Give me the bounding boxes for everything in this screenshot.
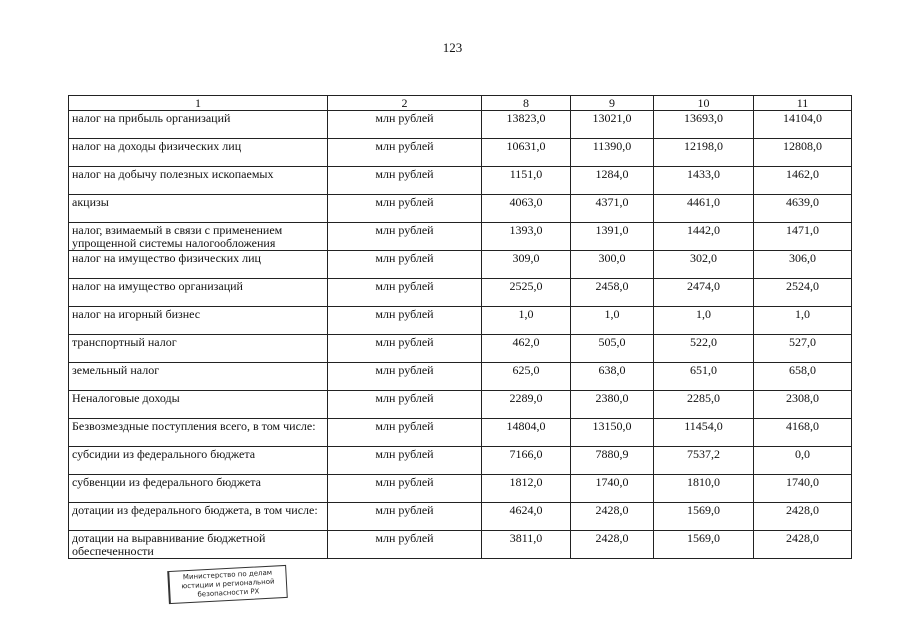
row-unit-cell: млн рублей (328, 503, 482, 531)
row-value-cell: 13693,0 (654, 111, 754, 139)
row-value-cell: 0,0 (754, 447, 852, 475)
table-row (69, 335, 852, 363)
row-value-cell: 1391,0 (571, 223, 654, 251)
table-row (69, 475, 852, 503)
row-value-cell: 1,0 (571, 307, 654, 335)
row-value-cell: 2428,0 (571, 503, 654, 531)
row-name-cell: акцизы (69, 195, 328, 223)
table-row (69, 223, 852, 251)
row-value-cell: 1,0 (754, 307, 852, 335)
table-row (69, 531, 852, 559)
row-value-cell: 7537,2 (654, 447, 754, 475)
row-value-cell: 1569,0 (654, 503, 754, 531)
row-value-cell: 1284,0 (571, 167, 654, 195)
row-value-cell: 1393,0 (482, 223, 571, 251)
stamp-line: Министерство по делам (182, 568, 273, 582)
row-value-cell: 2428,0 (571, 531, 654, 559)
table-row (69, 139, 852, 167)
row-value-cell: 1151,0 (482, 167, 571, 195)
row-unit-cell: млн рублей (328, 475, 482, 503)
row-value-cell: 1442,0 (654, 223, 754, 251)
row-value-cell: 2428,0 (754, 503, 852, 531)
row-value-cell: 527,0 (754, 335, 852, 363)
page-number: 123 (442, 40, 463, 55)
table-row (69, 195, 852, 223)
row-value-cell: 4461,0 (654, 195, 754, 223)
row-value-cell: 2428,0 (754, 531, 852, 559)
row-value-cell: 4168,0 (754, 419, 852, 447)
row-value-cell: 2474,0 (654, 279, 754, 307)
table-body (69, 111, 852, 559)
row-value-cell: 7166,0 (482, 447, 571, 475)
row-value-cell: 13021,0 (571, 111, 654, 139)
row-value-cell: 1812,0 (482, 475, 571, 503)
row-name-cell: земельный налог (69, 363, 328, 391)
row-unit-cell: млн рублей (328, 307, 482, 335)
header-col-10: 10 (654, 96, 754, 111)
row-unit-cell: млн рублей (328, 279, 482, 307)
row-value-cell: 1,0 (654, 307, 754, 335)
row-value-cell: 4624,0 (482, 503, 571, 531)
header-col-11: 11 (754, 96, 852, 111)
row-name-cell: дотации из федерального бюджета, в том числе: (69, 503, 328, 531)
row-name-cell: субсидии из федерального бюджета (69, 447, 328, 475)
row-name-cell: налог на добычу полезных ископаемых (69, 167, 328, 195)
row-value-cell: 1471,0 (754, 223, 852, 251)
row-unit-cell: млн рублей (328, 251, 482, 279)
row-value-cell: 13150,0 (571, 419, 654, 447)
header-col-8: 8 (482, 96, 571, 111)
row-value-cell: 4063,0 (482, 195, 571, 223)
row-name-cell: налог, взимаемый в связи с применением упрощенной системы налогообложения (69, 223, 328, 251)
table-row (69, 503, 852, 531)
table-row (69, 307, 852, 335)
row-value-cell: 2289,0 (482, 391, 571, 419)
row-value-cell: 638,0 (571, 363, 654, 391)
row-value-cell: 12198,0 (654, 139, 754, 167)
row-unit-cell: млн рублей (328, 363, 482, 391)
ministry-stamp (167, 565, 288, 604)
row-value-cell: 14804,0 (482, 419, 571, 447)
table-row (69, 167, 852, 195)
row-unit-cell: млн рублей (328, 531, 482, 559)
row-value-cell: 658,0 (754, 363, 852, 391)
row-value-cell: 14104,0 (754, 111, 852, 139)
row-name-cell: налог на имущество физических лиц (69, 251, 328, 279)
row-value-cell: 2380,0 (571, 391, 654, 419)
row-value-cell: 505,0 (571, 335, 654, 363)
row-value-cell: 1569,0 (654, 531, 754, 559)
row-unit-cell: млн рублей (328, 111, 482, 139)
row-name-cell: Безвозмездные поступления всего, в том числе: (69, 419, 328, 447)
row-value-cell: 1740,0 (754, 475, 852, 503)
row-value-cell: 2285,0 (654, 391, 754, 419)
row-value-cell: 462,0 (482, 335, 571, 363)
table-row (69, 419, 852, 447)
row-unit-cell: млн рублей (328, 167, 482, 195)
row-unit-cell: млн рублей (328, 419, 482, 447)
row-unit-cell: млн рублей (328, 139, 482, 167)
row-value-cell: 11454,0 (654, 419, 754, 447)
row-value-cell: 651,0 (654, 363, 754, 391)
header-col-9: 9 (571, 96, 654, 111)
row-value-cell: 12808,0 (754, 139, 852, 167)
row-value-cell: 2458,0 (571, 279, 654, 307)
stamp-line: юстиции и региональной (181, 577, 275, 591)
row-value-cell: 309,0 (482, 251, 571, 279)
row-value-cell: 7880,9 (571, 447, 654, 475)
row-unit-cell: млн рублей (328, 223, 482, 251)
row-name-cell: налог на доходы физических лиц (69, 139, 328, 167)
header-row (69, 96, 852, 111)
row-value-cell: 2524,0 (754, 279, 852, 307)
row-name-cell: Неналоговые доходы (69, 391, 328, 419)
header-col-2: 2 (328, 96, 482, 111)
row-name-cell: транспортный налог (69, 335, 328, 363)
row-name-cell: субвенции из федерального бюджета (69, 475, 328, 503)
row-value-cell: 300,0 (571, 251, 654, 279)
row-unit-cell: млн рублей (328, 391, 482, 419)
table-row (69, 363, 852, 391)
table-row (69, 111, 852, 139)
row-value-cell: 1810,0 (654, 475, 754, 503)
row-value-cell: 11390,0 (571, 139, 654, 167)
row-value-cell: 4639,0 (754, 195, 852, 223)
table-row (69, 251, 852, 279)
row-value-cell: 1462,0 (754, 167, 852, 195)
row-value-cell: 13823,0 (482, 111, 571, 139)
row-name-cell: налог на имущество организаций (69, 279, 328, 307)
data-table (68, 95, 852, 559)
row-value-cell: 1433,0 (654, 167, 754, 195)
row-name-cell: налог на прибыль организаций (69, 111, 328, 139)
row-value-cell: 2308,0 (754, 391, 852, 419)
row-value-cell: 4371,0 (571, 195, 654, 223)
row-value-cell: 3811,0 (482, 531, 571, 559)
row-unit-cell: млн рублей (328, 335, 482, 363)
row-value-cell: 1740,0 (571, 475, 654, 503)
table-row (69, 447, 852, 475)
header-col-1: 1 (69, 96, 328, 111)
row-name-cell: налог на игорный бизнес (69, 307, 328, 335)
row-value-cell: 2525,0 (482, 279, 571, 307)
row-unit-cell: млн рублей (328, 447, 482, 475)
row-unit-cell: млн рублей (328, 195, 482, 223)
row-name-cell: дотации на выравнивание бюджетной обеспеченности (69, 531, 328, 559)
row-value-cell: 1,0 (482, 307, 571, 335)
row-value-cell: 10631,0 (482, 139, 571, 167)
row-value-cell: 306,0 (754, 251, 852, 279)
row-value-cell: 625,0 (482, 363, 571, 391)
table-row (69, 279, 852, 307)
table-row (69, 391, 852, 419)
row-value-cell: 522,0 (654, 335, 754, 363)
stamp-line: безопасности РХ (197, 587, 260, 599)
row-value-cell: 302,0 (654, 251, 754, 279)
